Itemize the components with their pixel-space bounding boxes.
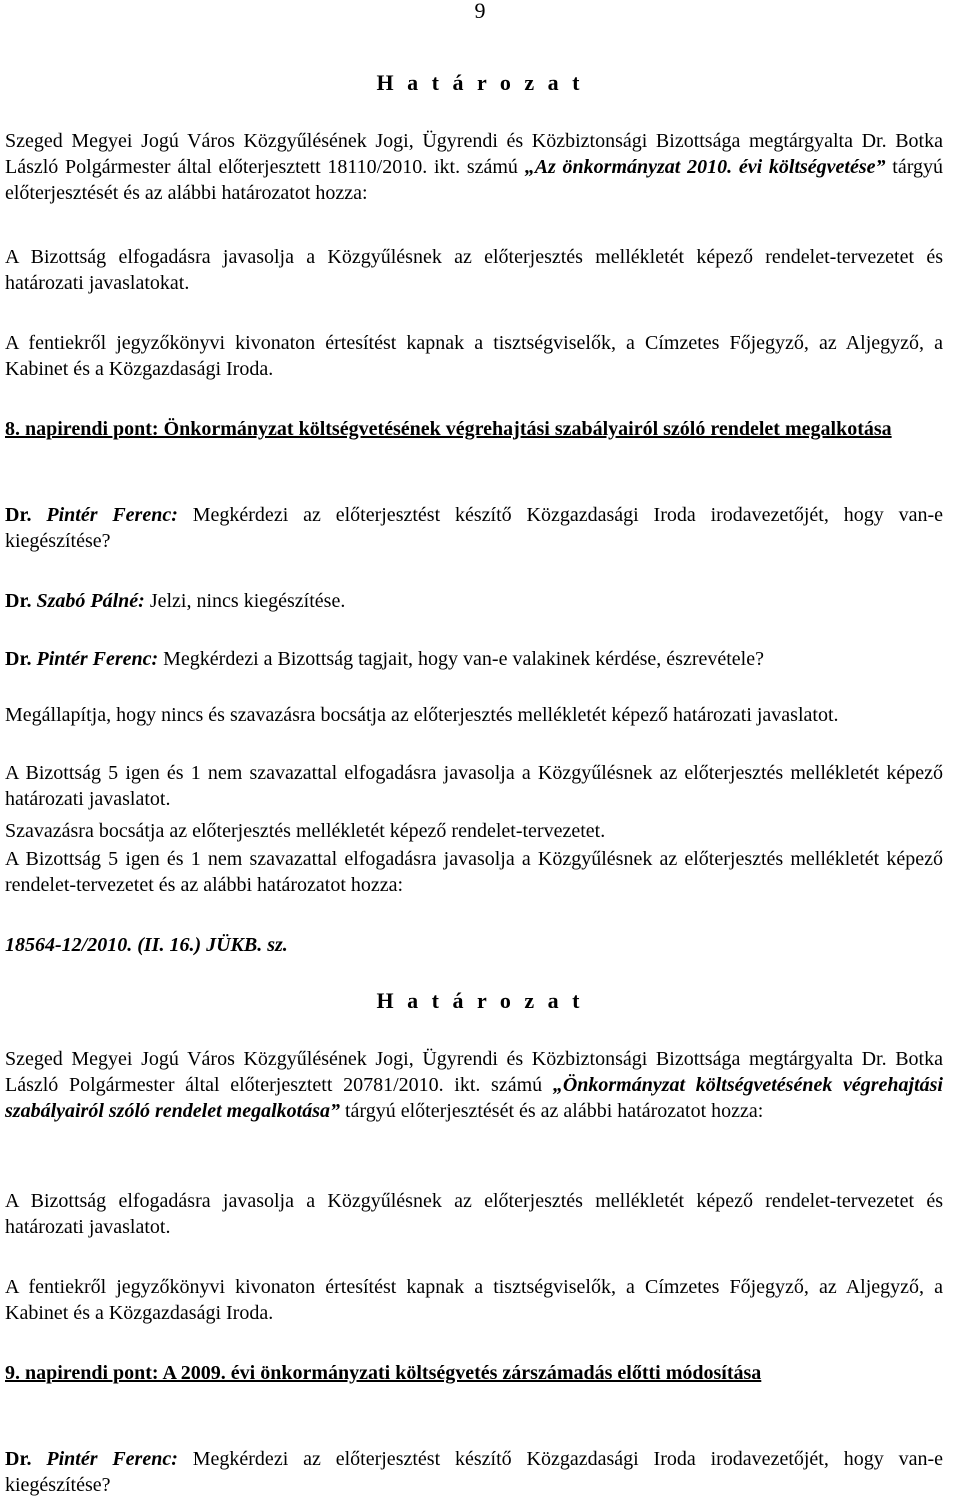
minutes-line: Megállapítja, hogy nincs és szavazásra bocsátja az előterjesztés mellékletét képező határozati javaslatot. xyxy=(5,704,839,726)
resolution-notification: A fentiekről jegyzőkönyvi kivonaton értesítést kapnak a tisztségviselők, a Címzetes Főjegyző, az Aljegyző, a Kabinet és a Közgazdasági Iroda. xyxy=(5,1276,943,1324)
agenda-item-8-title: 8. napirendi pont: Önkormányzat költségvetésének végrehajtási szabályairól szóló rendelet megalkotása xyxy=(5,418,892,440)
speaker-name: Szabó Pálné: xyxy=(36,590,145,612)
resolution-decision: A Bizottság elfogadásra javasolja a Közgyűlésnek az előterjesztés mellékletét képező rendelet-tervezetet és határozati javaslatokat. xyxy=(5,246,943,294)
resolution-number: 18564-12/2010. (II. 16.) JÜKB. sz. xyxy=(5,934,288,956)
minutes-line: Szavazásra bocsátja az előterjesztés mellékletét képező rendelet-tervezetet. xyxy=(5,820,606,842)
minutes-entry: Dr. Szabó Pálné: Jelzi, nincs kiegészítése. xyxy=(5,590,346,612)
page-number: 9 xyxy=(474,0,486,23)
resolution-notification: A fentiekről jegyzőkönyvi kivonaton értesítést kapnak a tisztségviselők, a Címzetes Főjegyző, az Aljegyző, a Kabinet és a Közgazdasági Iroda. xyxy=(5,332,943,380)
minutes-line: A Bizottság 5 igen és 1 nem szavazattal elfogadásra javasolja a Közgyűlésnek az előterjesztés mellékletét képező határozati javaslatot. xyxy=(5,762,943,810)
resolution-intro: Szeged Megyei Jogú Város Közgyűlésének Jogi, Ügyrendi és Közbiztonsági Bizottsága megtárgyalta Dr. Botka László Polgármester által előterjesztett 20781/2010. ikt. számú „Önkormányzat költségvetésének végrehajtási szabályairól szóló rendelet megalkotása” tárgyú előterjesztését és az alábbi határozatot hozza: xyxy=(5,1048,943,1122)
resolution-heading: H a t á r o z a t xyxy=(376,70,584,95)
minutes-entry: Dr. Pintér Ferenc: Megkérdezi az előterjesztést készítő Közgazdasági Iroda irodavezetőjét, hogy van-e kiegészítése? xyxy=(5,1448,944,1496)
speaker-name: Pintér Ferenc: xyxy=(46,504,178,526)
resolution-heading: H a t á r o z a t xyxy=(376,988,584,1013)
minutes-entry: Dr. Pintér Ferenc: Megkérdezi az előterjesztést készítő Közgazdasági Iroda irodavezetőjét, hogy van-e kiegészítése? xyxy=(5,504,944,552)
speaker-name: Pintér Ferenc: xyxy=(46,1448,178,1470)
resolution-decision: A Bizottság elfogadásra javasolja a Közgyűlésnek az előterjesztés mellékletét képező rendelet-tervezetet és határozati javaslatot. xyxy=(5,1190,943,1238)
resolution-subject-title: „Az önkormányzat 2010. évi költségvetése” xyxy=(524,156,886,178)
resolution-intro: Szeged Megyei Jogú Város Közgyűlésének Jogi, Ügyrendi és Közbiztonsági Bizottsága megtárgyalta Dr. Botka László Polgármester által előterjesztett 18110/2010. ikt. számú „Az önkormányzat 2010. évi költségvetése” tárgyú előterjesztését és az alábbi határozatot hozza: xyxy=(5,130,944,204)
minutes-entry: Dr. Pintér Ferenc: Megkérdezi a Bizottság tagjait, hogy van-e valakinek kérdése, észrevétele? xyxy=(5,648,764,670)
speaker-name: Pintér Ferenc: xyxy=(36,648,159,670)
resolution-subject-title: „Önkormányzat költségvetésének végrehajtási szabályairól szóló rendelet megalkotása” xyxy=(5,1074,943,1122)
agenda-item-9-title: 9. napirendi pont: A 2009. évi önkormányzati költségvetés zárszámadás előtti módosítása xyxy=(5,1362,762,1384)
minutes-line: A Bizottság 5 igen és 1 nem szavazattal elfogadásra javasolja a Közgyűlésnek az előterjesztés mellékletét képező rendelet-tervezetet és az alábbi határozatot hozza: xyxy=(5,848,943,896)
